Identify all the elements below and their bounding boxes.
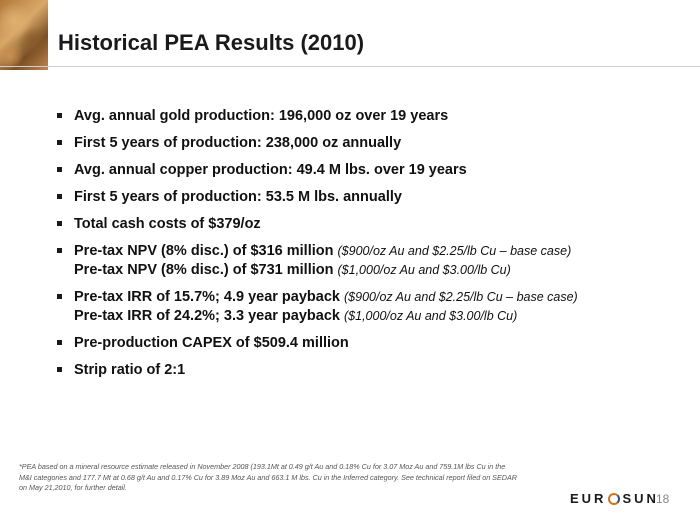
bullet-icon [57, 248, 62, 253]
rock-image [0, 0, 48, 70]
bullet-icon [57, 294, 62, 299]
bullet-item: Avg. annual gold production: 196,000 oz over 19 years [56, 107, 696, 126]
bullet-icon [57, 167, 62, 172]
bullet-item: Pre-production CAPEX of $509.4 million [56, 334, 696, 353]
bullet-icon [57, 340, 62, 345]
bullet-item: Total cash costs of $379/oz [56, 215, 696, 234]
bullet-icon [57, 221, 62, 226]
bullet-item: Pre-tax NPV (8% disc.) of $316 million ($900/oz Au and $2.25/lb Cu – base case) Pre-tax NPV (8% disc.) of $731 million ($1,000/oz Au and $3.00/lb Cu) [56, 242, 696, 280]
sun-icon [608, 493, 620, 505]
bullet-item: Strip ratio of 2:1 [56, 361, 696, 380]
bullet-icon [57, 367, 62, 372]
bullet-item: First 5 years of production: 238,000 oz annually [56, 134, 696, 153]
bullet-item: Avg. annual copper production: 49.4 M lbs. over 19 years [56, 161, 696, 180]
bullet-list [56, 107, 696, 388]
company-logo: EUR SUN [570, 491, 659, 506]
slide-title: Historical PEA Results (2010) [58, 30, 365, 55]
footnote: *PEA based on a mineral resource estimate released in November 2008 (193.1Mt at 0.49 g/t Au and 0.18% Cu for 3.07 Moz Au and 759.1M lbs Cu in the M&I categories and 177.7 Mt at 0.68 g/t Au and 0.17% Cu for 3.89 Moz Au and 663.1 M lbs. Cu in the Inferred category. See technical report filed on SEDAR on May 21,2010, for further detail. [19, 462, 517, 492]
page-number: 18 [656, 492, 670, 506]
bullet-icon [57, 113, 62, 118]
bullet-item: Pre-tax IRR of 15.7%; 4.9 year payback ($900/oz Au and $2.25/lb Cu – base case) Pre-tax IRR of 24.2%; 3.3 year payback ($1,000/oz Au and $3.00/lb Cu) [56, 288, 696, 326]
bullet-item: First 5 years of production: 53.5 M lbs. annually [56, 188, 696, 207]
title-divider [0, 66, 700, 67]
bullet-icon [57, 194, 62, 199]
bullet-icon [57, 140, 62, 145]
